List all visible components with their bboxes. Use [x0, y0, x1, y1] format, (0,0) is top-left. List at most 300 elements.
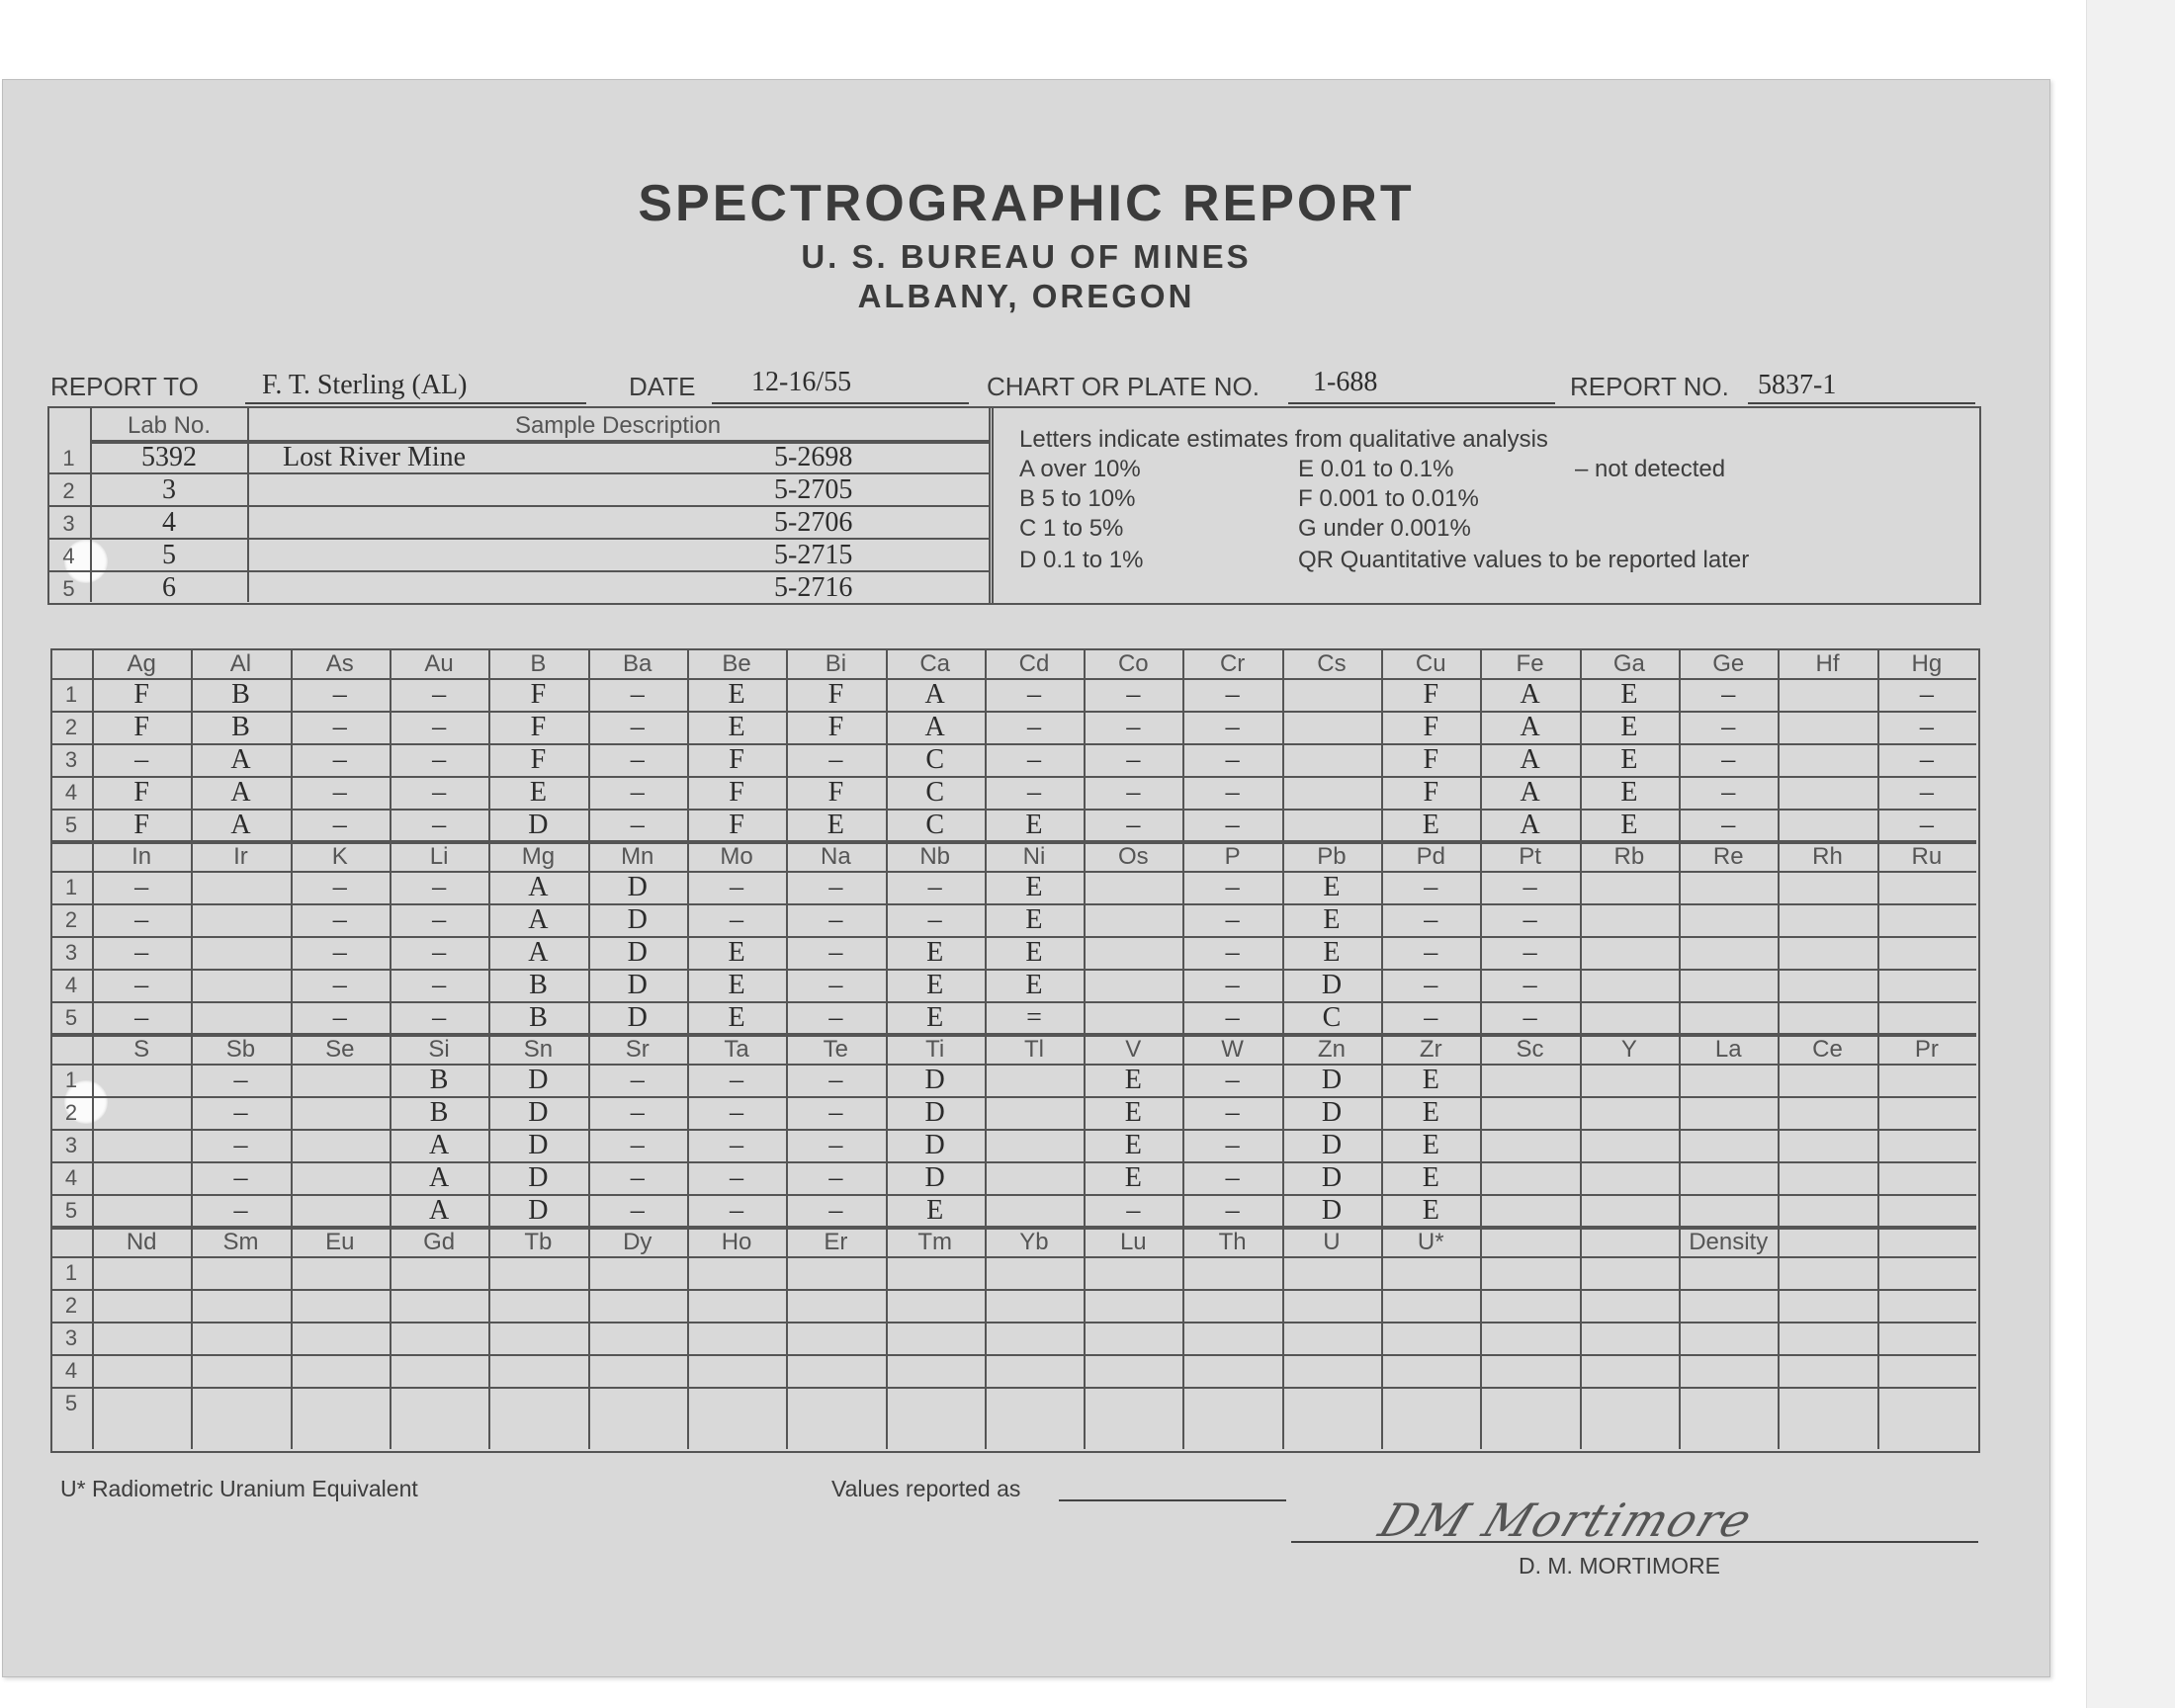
element-value: E	[728, 712, 745, 742]
element-header: Li	[429, 843, 449, 870]
uranium-equivalent-note: U* Radiometric Uranium Equivalent	[60, 1476, 418, 1501]
element-value: E	[1422, 1065, 1439, 1095]
element-header: La	[1714, 1036, 1742, 1063]
element-value: E	[1124, 1162, 1142, 1193]
element-value: D	[1321, 970, 1343, 1000]
element-value: –	[730, 1065, 744, 1095]
element-value: –	[1522, 970, 1537, 1000]
element-value: –	[332, 937, 347, 968]
element-value: E	[728, 679, 745, 710]
element-value: –	[927, 872, 942, 902]
grid-row-rule	[50, 1161, 1976, 1163]
grid-row-rule	[50, 1129, 1976, 1131]
element-header: Se	[325, 1036, 355, 1063]
element-value: E	[1025, 937, 1043, 968]
element-header: Tl	[1023, 1036, 1044, 1063]
report-title: SPECTROGRAPHIC REPORT	[638, 175, 1415, 232]
element-header: Tb	[524, 1229, 553, 1255]
element-header: Ag	[127, 650, 156, 677]
element-value: –	[828, 744, 843, 775]
element-value: D	[627, 970, 648, 1000]
element-value: –	[1721, 810, 1736, 840]
legend-f: F 0.001 to 0.01%	[1298, 485, 1479, 512]
grid-row-rule	[50, 1096, 1976, 1098]
values-reported-underline	[1059, 1499, 1286, 1501]
element-header: S	[133, 1036, 150, 1063]
sample-number: 5-2705	[774, 474, 853, 505]
grid-row-rule	[50, 1289, 1976, 1291]
report-no-value: 5837-1	[1758, 370, 1837, 400]
sample-lab-no: 5	[162, 540, 176, 570]
element-row-label: 3	[64, 1133, 78, 1157]
element-header: Sr	[625, 1036, 650, 1063]
element-value: F	[133, 712, 149, 742]
element-header: Fe	[1516, 650, 1544, 677]
element-header: Pd	[1416, 843, 1445, 870]
element-value: –	[332, 679, 347, 710]
chart-plate-label: CHART OR PLATE NO.	[987, 372, 1260, 401]
element-value: –	[432, 904, 447, 935]
agency-name: U. S. BUREAU OF MINES	[801, 238, 1252, 275]
date-underline	[712, 402, 969, 404]
element-header: Th	[1218, 1229, 1247, 1255]
element-value: D	[528, 1195, 549, 1226]
element-value: E	[1620, 712, 1638, 742]
element-value: C	[1322, 1002, 1342, 1033]
element-header: Nb	[919, 843, 951, 870]
element-value: –	[1424, 1002, 1438, 1033]
element-row-label: 2	[64, 1293, 78, 1318]
element-row-label: 2	[64, 715, 78, 739]
element-header: Ru	[1911, 843, 1943, 870]
chart-plate-value: 1-688	[1313, 367, 1378, 397]
element-value: F	[729, 744, 744, 775]
element-header: Ga	[1612, 650, 1645, 677]
element-header: Mg	[521, 843, 556, 870]
element-value: –	[1424, 937, 1438, 968]
element-value: C	[925, 810, 945, 840]
element-value: D	[924, 1130, 945, 1160]
element-header: Pt	[1519, 843, 1541, 870]
element-value: E	[826, 810, 844, 840]
element-header: Cu	[1415, 650, 1446, 677]
signature: DM Mortimore	[1372, 1494, 1761, 1547]
element-value: E	[926, 1195, 944, 1226]
element-header: Re	[1712, 843, 1744, 870]
element-value: D	[1321, 1162, 1343, 1193]
element-value: –	[828, 970, 843, 1000]
element-header: As	[325, 650, 354, 677]
element-value: E	[926, 937, 944, 968]
element-value: E	[1422, 1195, 1439, 1226]
element-header: Rb	[1613, 843, 1645, 870]
element-row-label: 5	[64, 812, 78, 837]
report-no-underline	[1748, 402, 1975, 404]
element-header: Ti	[925, 1036, 945, 1063]
element-value: B	[429, 1097, 449, 1128]
element-value: E	[1323, 937, 1341, 968]
sample-description: Lost River Mine	[283, 442, 467, 472]
element-value: –	[828, 1162, 843, 1193]
element-value: –	[730, 904, 744, 935]
element-value: B	[231, 712, 250, 742]
element-header: Sn	[523, 1036, 554, 1063]
element-header: Ir	[233, 843, 248, 870]
element-value: –	[134, 904, 149, 935]
element-value: –	[730, 1195, 744, 1226]
element-row-label: 1	[64, 1260, 78, 1285]
element-value: –	[1225, 970, 1240, 1000]
element-value: –	[1721, 777, 1736, 808]
report-to-label: REPORT TO	[50, 372, 199, 401]
element-value: –	[1225, 810, 1240, 840]
element-value: –	[332, 712, 347, 742]
legend-e: E 0.01 to 0.1%	[1298, 456, 1454, 482]
element-value: –	[1225, 872, 1240, 902]
element-header: Zn	[1317, 1036, 1346, 1063]
element-header: In	[131, 843, 152, 870]
element-header: Co	[1117, 650, 1149, 677]
element-header: Rh	[1812, 843, 1843, 870]
element-header: Cs	[1317, 650, 1347, 677]
element-header: Cr	[1219, 650, 1246, 677]
grid-row-rule	[50, 1387, 1976, 1389]
sample-lab-no: 4	[162, 507, 176, 538]
element-row-label: 1	[64, 875, 78, 899]
element-value: D	[1321, 1097, 1343, 1128]
element-row-label: 5	[64, 1198, 78, 1223]
element-value: –	[630, 712, 645, 742]
element-value: –	[1424, 904, 1438, 935]
legend-qr: QR Quantitative values to be reported later	[1298, 547, 1750, 573]
element-value: –	[432, 744, 447, 775]
element-value: –	[630, 1162, 645, 1193]
grid-row-rule	[50, 1354, 1976, 1356]
element-value: –	[1026, 712, 1041, 742]
element-value: –	[1225, 712, 1240, 742]
report-to-value: F. T. Sterling (AL)	[262, 370, 468, 400]
element-value: –	[1225, 777, 1240, 808]
element-value: F	[133, 777, 149, 808]
page-scrollbar[interactable]	[2086, 0, 2175, 1708]
element-header: Nd	[126, 1229, 157, 1255]
signature-underline	[1291, 1541, 1978, 1543]
element-value: –	[630, 744, 645, 775]
element-value: –	[828, 937, 843, 968]
report-no-label: REPORT NO.	[1570, 372, 1729, 401]
element-value: A	[528, 904, 549, 935]
element-value: E	[926, 970, 944, 1000]
element-value: A	[924, 679, 945, 710]
element-value: D	[528, 1097, 549, 1128]
element-value: F	[1423, 777, 1439, 808]
element-value: –	[1424, 872, 1438, 902]
element-row-label: 1	[64, 682, 78, 707]
element-value: –	[1522, 1002, 1537, 1033]
element-value: E	[1323, 904, 1341, 935]
element-value: –	[432, 712, 447, 742]
element-row-label: 3	[64, 940, 78, 965]
element-value: A	[1520, 744, 1540, 775]
element-value: –	[1126, 679, 1141, 710]
element-value: –	[630, 1195, 645, 1226]
sample-row-index: 2	[62, 478, 75, 503]
element-value: F	[530, 712, 547, 742]
element-value: –	[134, 872, 149, 902]
sample-number: 5-2698	[774, 442, 853, 472]
element-header: Si	[428, 1036, 450, 1063]
element-row-label: 5	[64, 1391, 78, 1415]
element-value: –	[1919, 810, 1934, 840]
element-value: –	[630, 1065, 645, 1095]
element-value: F	[133, 679, 149, 710]
element-header: Ca	[919, 650, 951, 677]
element-value: –	[1225, 1195, 1240, 1226]
grid-row-rule	[50, 1322, 1976, 1324]
element-value: D	[1321, 1130, 1343, 1160]
lab-no-header: Lab No.	[127, 412, 212, 439]
element-value: –	[332, 872, 347, 902]
element-value: E	[1422, 810, 1439, 840]
element-value: E	[728, 970, 745, 1000]
sample-number: 5-2706	[774, 507, 853, 538]
chart-plate-underline	[1288, 402, 1555, 404]
element-value: F	[827, 712, 844, 742]
element-header: Sm	[222, 1229, 259, 1255]
element-value: –	[1225, 679, 1240, 710]
values-reported-label: Values reported as	[831, 1476, 1021, 1501]
element-value: –	[332, 904, 347, 935]
element-value: –	[630, 679, 645, 710]
element-value: A	[428, 1130, 450, 1160]
element-header: Ho	[721, 1229, 752, 1255]
element-value: –	[233, 1195, 248, 1226]
element-value: F	[1423, 679, 1439, 710]
grid-header-rule	[50, 1256, 1976, 1258]
element-header: Bi	[825, 650, 847, 677]
element-value: –	[1919, 712, 1934, 742]
element-row-label: 1	[64, 1068, 78, 1092]
element-value: –	[1126, 810, 1141, 840]
sample-row-index: 4	[62, 544, 75, 568]
element-header: Hg	[1911, 650, 1943, 677]
element-value: E	[1422, 1162, 1439, 1193]
element-value: –	[630, 810, 645, 840]
element-header: Dy	[623, 1229, 652, 1255]
element-header: Mo	[720, 843, 753, 870]
element-value: –	[828, 1097, 843, 1128]
element-value: F	[827, 777, 844, 808]
element-header: Eu	[325, 1229, 355, 1255]
element-value: –	[1522, 937, 1537, 968]
element-value: –	[332, 1002, 347, 1033]
element-value: F	[133, 810, 149, 840]
element-value: D	[528, 1065, 549, 1095]
element-value: –	[1225, 937, 1240, 968]
element-value: –	[1126, 1195, 1141, 1226]
element-value: –	[1225, 744, 1240, 775]
element-value: –	[233, 1130, 248, 1160]
element-value: B	[529, 970, 548, 1000]
element-value: –	[1225, 1065, 1240, 1095]
element-value: F	[827, 679, 844, 710]
element-header: U	[1323, 1229, 1341, 1255]
element-value: –	[432, 937, 447, 968]
element-value: F	[530, 679, 547, 710]
element-value: –	[1522, 872, 1537, 902]
element-header: Mn	[621, 843, 654, 870]
element-value: F	[1423, 712, 1439, 742]
element-value: E	[1025, 872, 1043, 902]
element-value: B	[529, 1002, 548, 1033]
element-value: F	[729, 777, 744, 808]
element-header: Er	[824, 1229, 848, 1255]
element-value: E	[1025, 904, 1043, 935]
element-value: –	[1225, 1097, 1240, 1128]
element-header: Gd	[423, 1229, 456, 1255]
element-value: D	[528, 1162, 549, 1193]
element-value: –	[332, 777, 347, 808]
element-value: –	[432, 810, 447, 840]
element-row-label: 4	[64, 973, 78, 997]
element-value: A	[1520, 810, 1540, 840]
element-value: D	[1321, 1065, 1343, 1095]
element-value: –	[432, 1002, 447, 1033]
element-row-label: 4	[64, 1358, 78, 1383]
element-value: A	[924, 712, 945, 742]
element-value: D	[924, 1065, 945, 1095]
sample-row-index: 3	[62, 511, 75, 536]
element-value: –	[1225, 904, 1240, 935]
element-value: E	[1422, 1097, 1439, 1128]
element-value: –	[828, 904, 843, 935]
grid-row-rule	[50, 1194, 1976, 1196]
element-value: A	[528, 937, 549, 968]
element-value: –	[828, 1002, 843, 1033]
sample-lab-no: 5392	[141, 442, 197, 472]
element-header: K	[331, 843, 348, 870]
element-header: Cd	[1018, 650, 1050, 677]
element-value: D	[627, 937, 648, 968]
element-value: –	[927, 904, 942, 935]
element-value: –	[233, 1097, 248, 1128]
element-value: E	[728, 1002, 745, 1033]
element-row-label: 3	[64, 1325, 78, 1350]
legend-a: A over 10%	[1019, 456, 1141, 482]
element-header: Hf	[1815, 650, 1840, 677]
element-value: –	[828, 1065, 843, 1095]
date-label: DATE	[629, 372, 696, 401]
element-value: –	[432, 872, 447, 902]
element-value: –	[1026, 679, 1041, 710]
sample-number: 5-2715	[774, 540, 853, 570]
element-value: –	[730, 872, 744, 902]
element-value: –	[1126, 712, 1141, 742]
element-value: –	[1919, 744, 1934, 775]
element-value: –	[134, 1002, 149, 1033]
element-value: D	[528, 810, 549, 840]
element-value: –	[1225, 1130, 1240, 1160]
element-value: –	[828, 1130, 843, 1160]
element-header: Y	[1620, 1036, 1637, 1063]
element-row-label: 5	[64, 1005, 78, 1030]
element-row-label: 4	[64, 780, 78, 805]
grid-header-rule	[50, 1064, 1976, 1066]
element-value: A	[1520, 777, 1540, 808]
element-value: –	[332, 810, 347, 840]
element-header: Lu	[1119, 1229, 1147, 1255]
element-value: B	[231, 679, 250, 710]
element-value: –	[134, 937, 149, 968]
element-value: –	[1225, 1002, 1240, 1033]
element-value: A	[230, 810, 251, 840]
element-header: Ni	[1022, 843, 1046, 870]
element-header: B	[530, 650, 547, 677]
element-value: –	[1522, 904, 1537, 935]
element-value: E	[1323, 872, 1341, 902]
element-value: –	[1225, 1162, 1240, 1193]
element-value: A	[428, 1162, 450, 1193]
element-value: –	[1721, 679, 1736, 710]
element-value: –	[730, 1097, 744, 1128]
element-value: E	[1124, 1065, 1142, 1095]
signer-name: D. M. MORTIMORE	[1519, 1553, 1721, 1579]
legend-c: C 1 to 5%	[1019, 515, 1124, 542]
element-value: –	[630, 1097, 645, 1128]
element-value: C	[925, 744, 945, 775]
element-value: –	[432, 679, 447, 710]
element-value: =	[1026, 1002, 1042, 1033]
element-value: C	[925, 777, 945, 808]
element-value: –	[828, 1195, 843, 1226]
legend-not-detected: – not detected	[1575, 456, 1726, 482]
legend-b: B 5 to 10%	[1019, 485, 1136, 512]
element-value: D	[1321, 1195, 1343, 1226]
element-value: –	[1126, 744, 1141, 775]
element-header: Al	[229, 650, 252, 677]
element-value: E	[1620, 810, 1638, 840]
element-header: Yb	[1019, 1229, 1049, 1255]
element-header: W	[1221, 1036, 1244, 1063]
element-value: E	[926, 1002, 944, 1033]
element-value: –	[730, 1130, 744, 1160]
element-value: A	[230, 777, 251, 808]
element-row-label: 2	[64, 1100, 78, 1125]
element-value: –	[630, 777, 645, 808]
date-value: 12-16/55	[751, 367, 852, 397]
element-row-label: 2	[64, 907, 78, 932]
element-value: –	[1721, 712, 1736, 742]
element-value: –	[1919, 679, 1934, 710]
sample-description-header: Sample Description	[514, 412, 722, 439]
element-header: Sc	[1516, 1036, 1544, 1063]
element-value: E	[1422, 1130, 1439, 1160]
element-value: –	[1919, 777, 1934, 808]
element-value: E	[1124, 1130, 1142, 1160]
element-value: D	[924, 1162, 945, 1193]
sample-row-index: 5	[62, 576, 75, 601]
element-value: –	[1424, 970, 1438, 1000]
element-value: E	[1620, 744, 1638, 775]
element-header: Sb	[225, 1036, 256, 1063]
element-header: P	[1224, 843, 1241, 870]
element-header: Ge	[1712, 650, 1745, 677]
element-value: –	[828, 872, 843, 902]
element-value: –	[233, 1065, 248, 1095]
agency-location: ALBANY, OREGON	[857, 278, 1195, 314]
element-value: A	[230, 744, 251, 775]
element-value: –	[1126, 777, 1141, 808]
